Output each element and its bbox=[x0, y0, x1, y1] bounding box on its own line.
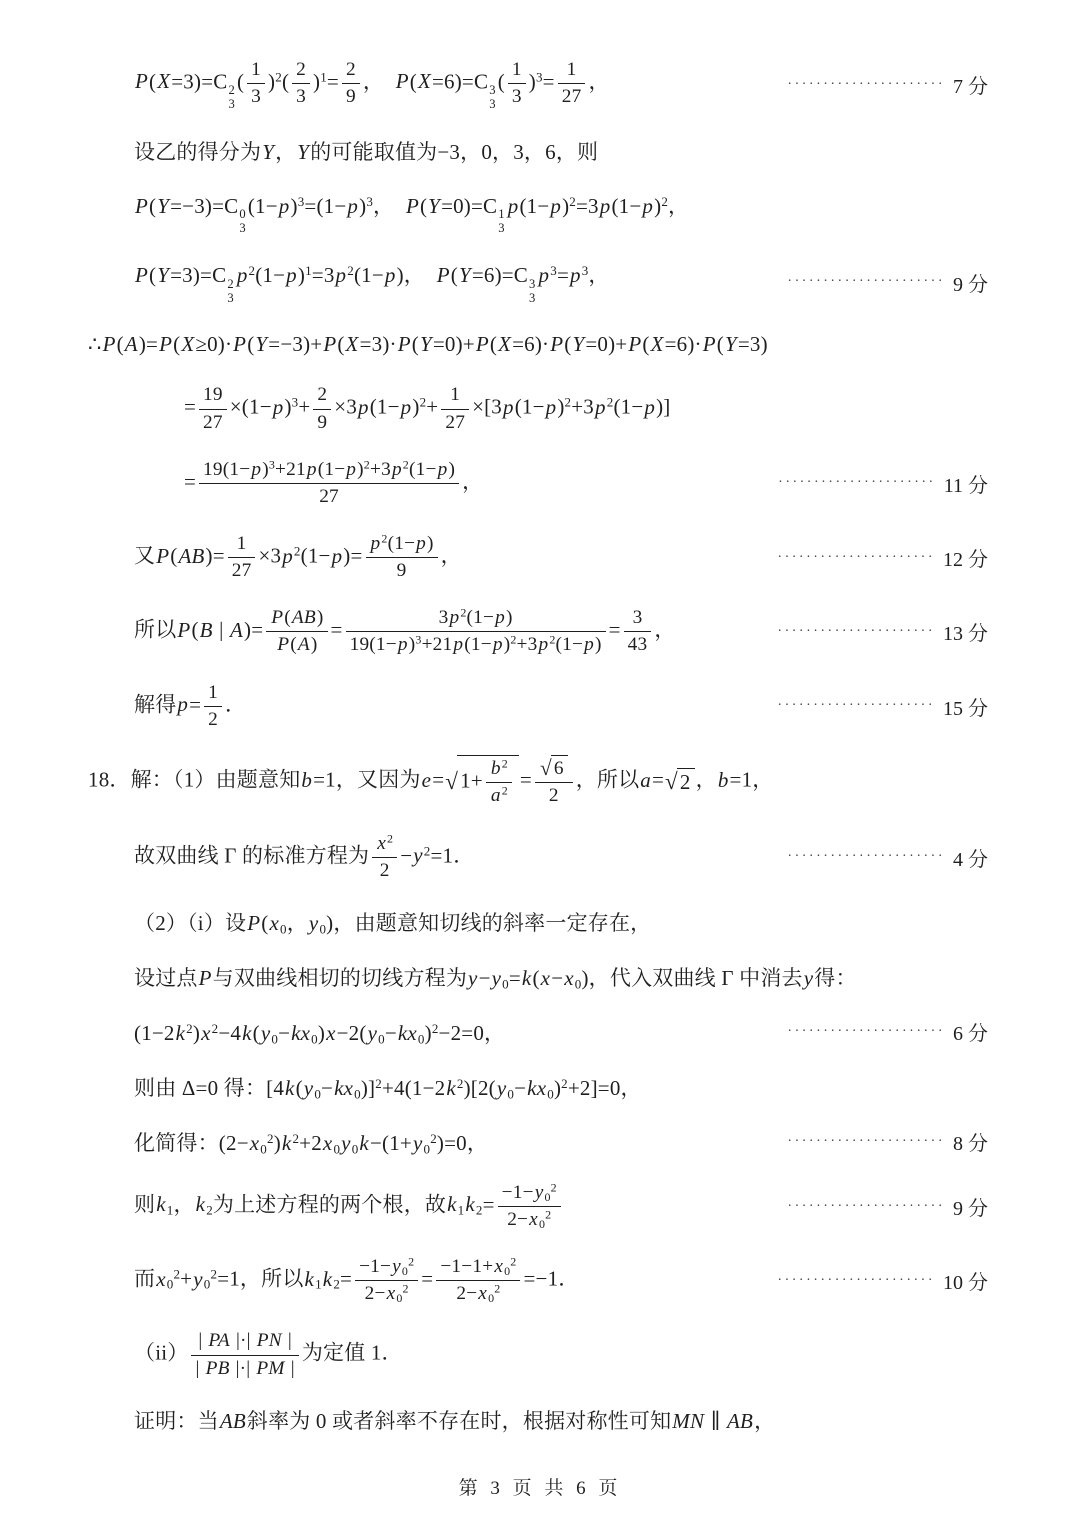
formula: 则由 Δ=0 得：$[4k(y_0-kx_0)]^2+4(1-2k^2)[2(y_0-kx_0)^2+2]=0$， bbox=[134, 1075, 642, 1102]
formula: 则$k_1$，$k_2$为上述方程的两个根，故$k_1k_2=$ $\frac{-1-y_0^2}{2-x_0^2}$ bbox=[134, 1181, 564, 1232]
solution-line bbox=[88, 832, 988, 883]
solution-line bbox=[88, 1181, 988, 1232]
score-mark bbox=[763, 617, 988, 646]
dotted-leader: ······················ bbox=[777, 549, 935, 565]
formula: 故双曲线 Γ 的标准方程为 $\frac{x^2}{2}$ $-y^2=1$． bbox=[134, 831, 475, 881]
solution-line bbox=[88, 458, 988, 509]
score-label: 15 分 bbox=[943, 697, 988, 720]
dotted-leader: ······················ bbox=[787, 1198, 945, 1214]
score-label: 9 分 bbox=[953, 273, 988, 296]
formula: = $\frac{19(1-p)^3+21p(1-p)^2+3p^2(1-p)}{27}$ ， bbox=[184, 457, 484, 507]
dotted-leader: ······················ bbox=[787, 1133, 945, 1149]
formula: 18．解：（1）由题意知b=1，又因为e= √ 1+ $\frac{b^2}{a^2}$ = √ 6 2 ，所以a= √ 2 ，b=1， bbox=[88, 755, 774, 807]
solution-line bbox=[88, 135, 988, 167]
score-label: 9 分 bbox=[953, 1198, 988, 1221]
dotted-leader: ······················ bbox=[778, 475, 936, 491]
score-mark bbox=[773, 843, 988, 872]
solution-content bbox=[88, 58, 988, 1436]
solution-line bbox=[88, 681, 988, 732]
solution-line bbox=[88, 1071, 988, 1103]
formula: ∴P(A)=P(X≥0)·P(Y=−3)+P(X=3)·P(Y=0)+P(X=6)·P(Y=0)+P(X=6)·P(Y=3) bbox=[88, 331, 768, 356]
score-mark bbox=[773, 1127, 988, 1156]
solution-line bbox=[88, 606, 988, 657]
score-label: 7 分 bbox=[953, 76, 988, 99]
score-label: 10 分 bbox=[943, 1272, 988, 1295]
score-mark bbox=[763, 543, 988, 572]
solution-line bbox=[88, 1126, 988, 1158]
score-mark bbox=[763, 1266, 988, 1295]
formula: 所以P(B | A)= $\frac{P(AB)}{P(A)}$ = $\frac{3p^2(1-p)}{19(1-p)^3+21p(1-p)^2+3p^2(1-p)}$ = $\frac{3}{43}$ ， bbox=[134, 605, 676, 656]
solution-line bbox=[88, 259, 988, 305]
dotted-leader: ······················ bbox=[777, 1272, 935, 1288]
dotted-leader: ······················ bbox=[787, 76, 945, 92]
formula: P(X=3)=C 2 3 ( $\frac{1}{3}$ )$^2$( $\frac{2}{3}$ )$^1$= $\frac{2}{9}$ ， P(X=6)=C 3 3 ( $\frac{1}{3}$ )$^3$= $\frac{1}{27}$ ， bbox=[135, 59, 610, 111]
solution-line bbox=[88, 58, 988, 112]
score-label: 4 分 bbox=[953, 848, 988, 871]
formula: 设乙的得分为Y，Y的可能取值为−3，0，3，6，则 bbox=[134, 139, 599, 164]
dotted-leader: ······················ bbox=[777, 623, 935, 639]
score-label: 13 分 bbox=[943, 623, 988, 646]
formula: 化简得：$(2-x_0^2)k^2+2x_0y_0k-(1+y_0^2)=0$， bbox=[134, 1130, 489, 1157]
solution-line bbox=[88, 961, 988, 993]
formula: $(1-2k^2)x^2-4k(y_0-kx_0)x-2(y_0-kx_0)^2-2=0$， bbox=[134, 1020, 506, 1047]
score-mark bbox=[773, 1192, 988, 1221]
score-mark bbox=[773, 1017, 988, 1046]
formula: （2）（i）设$P(x_0$，$y_0$)，由题意知切线的斜率一定存在， bbox=[134, 910, 652, 937]
solution-line bbox=[88, 1016, 988, 1048]
solution-line bbox=[88, 383, 988, 434]
solution-line bbox=[88, 755, 988, 809]
formula: 解得p= $\frac{1}{2}$ ． bbox=[134, 681, 247, 730]
solution-line bbox=[88, 1404, 988, 1436]
score-mark bbox=[773, 70, 988, 99]
formula: 又P(AB)= $\frac{1}{27}$ $\times 3p^2(1-p)=$ $\frac{p^2(1-p)}{9}$ ， bbox=[134, 531, 462, 582]
score-mark bbox=[773, 268, 988, 297]
score-label: 11 分 bbox=[943, 474, 988, 497]
dotted-leader: ······················ bbox=[787, 1023, 945, 1039]
score-label: 12 分 bbox=[943, 549, 988, 572]
formula: = $\frac{19}{27}$ $\times(1-p)^3+$ $\frac{2}{9}$ $\times 3p(1-p)^2+$ $\frac{1}{27}$ $\times[3p(1-p)^2+3p^2(1-p)]$ bbox=[184, 384, 671, 433]
solution-line bbox=[88, 1255, 988, 1306]
formula: （ii） $\frac{| PA |\cdot| PN |}{| PB |\cdot| PM |}$ 为定值 1． bbox=[134, 1330, 403, 1379]
score-label: 8 分 bbox=[953, 1133, 988, 1156]
solution-line bbox=[88, 532, 988, 583]
dotted-leader: ······················ bbox=[777, 698, 935, 714]
solution-line bbox=[88, 190, 988, 236]
solution-line bbox=[88, 906, 988, 938]
solution-line bbox=[88, 328, 988, 360]
formula: 设过点P与双曲线相切的切线方程为$y-y_0=k(x-x_0)$，代入双曲线 Γ 中消去y得： bbox=[134, 965, 857, 992]
solution-line bbox=[88, 1329, 988, 1380]
dotted-leader: ······················ bbox=[787, 274, 945, 290]
score-mark bbox=[764, 469, 988, 498]
formula: 证明：当AB斜率为 0 或者斜率不存在时，根据对称性可知MN ∥ AB， bbox=[134, 1408, 776, 1433]
score-mark bbox=[763, 692, 988, 721]
formula: P(Y=3)=C 2 3 $p^2(1-p)^1=3p^2(1-p)$， P(Y=6)=C 3 3 $p^3=p^3$， bbox=[135, 262, 610, 305]
formula: P(Y=−3)=C 0 3 $(1-p)^3=(1-p)^3$， P(Y=0)=C 1 3 $p(1-p)^2=3p(1-p)^2$， bbox=[135, 193, 690, 236]
formula: 而$x_0^2+y_0^2=1$，所以$k_1k_2=$ $\frac{-1-y_0^2}{2-x_0^2}$ = $\frac{-1-1+x_0^2}{2-x_0^2}$ =−1． bbox=[134, 1254, 580, 1306]
score-label: 6 分 bbox=[953, 1023, 988, 1046]
page-footer: 第 3 页 共 6 页 bbox=[458, 1478, 622, 1499]
dotted-leader: ······················ bbox=[787, 849, 945, 865]
